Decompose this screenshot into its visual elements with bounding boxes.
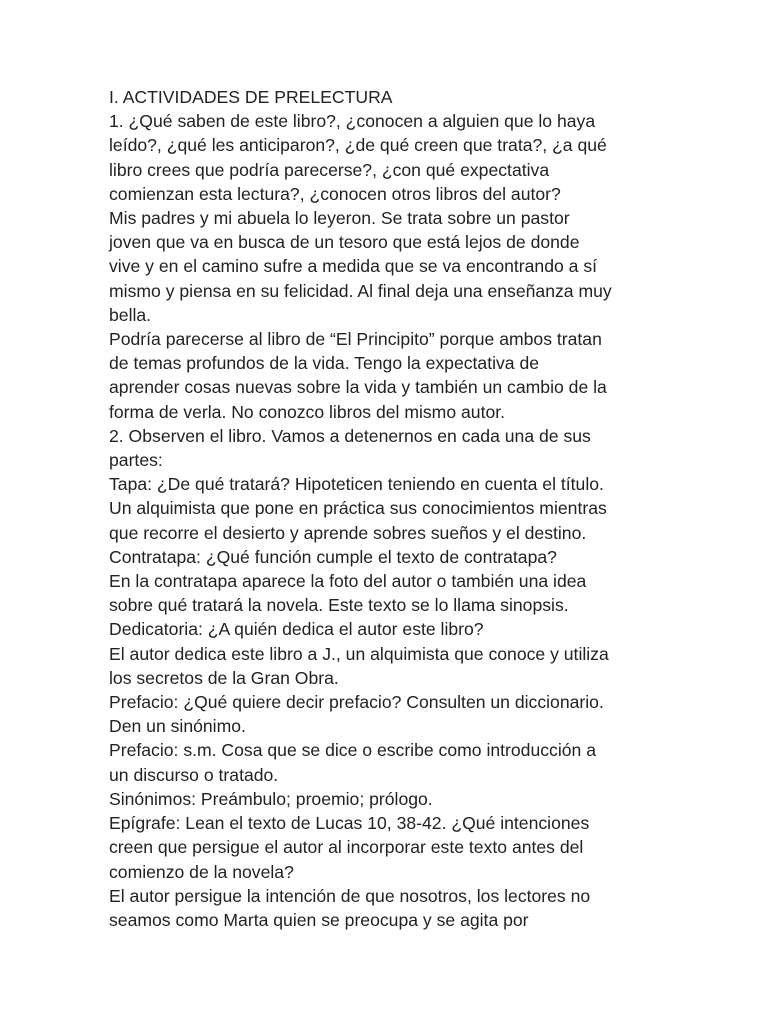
- text-line: de temas profundos de la vida. Tengo la expectativa de: [109, 353, 540, 374]
- section-heading: I. ACTIVIDADES DE PRELECTURA: [109, 87, 393, 107]
- text-line: vive y en el camino sufre a medida que se va encontrando a sí: [109, 256, 598, 277]
- text-line: 1. ¿Qué saben de este libro?, ¿conocen a alguien que lo haya: [109, 111, 596, 132]
- text-line: joven que va en busca de un tesoro que está lejos de donde: [109, 232, 580, 253]
- text-line: Podría parecerse al libro de “El Principito” porque ambos tratan: [109, 329, 602, 350]
- text-line: Sinónimos: Preámbulo; proemio; prólogo.: [109, 788, 433, 809]
- text-line: leído?, ¿qué les anticiparon?, ¿de qué creen que trata?, ¿a qué: [109, 135, 607, 156]
- text-line: comienzo de la novela?: [109, 861, 294, 882]
- text-line: partes:: [109, 450, 163, 471]
- text-line: libro crees que podría parecerse?, ¿con qué expectativa: [109, 159, 550, 180]
- text-line: Dedicatoria: ¿A quién dedica el autor este libro?: [109, 619, 484, 640]
- text-line: que recorre el desierto y aprende sobres sueños y el destino.: [109, 522, 587, 543]
- text-line: Den un sinónimo.: [109, 716, 246, 737]
- text-line: El autor dedica este libro a J., un alquimista que conoce y utiliza: [109, 643, 609, 664]
- text-line: un discurso o tratado.: [109, 764, 279, 785]
- text-line: Contratapa: ¿Qué función cumple el texto de contratapa?: [109, 546, 557, 567]
- text-line: Tapa: ¿De qué tratará? Hipoteticen teniendo en cuenta el título.: [109, 474, 604, 495]
- text-line: Prefacio: s.m. Cosa que se dice o escribe como introducción a: [109, 740, 596, 761]
- text-line: En la contratapa aparece la foto del autor o también una idea: [109, 571, 587, 592]
- text-line: El autor persigue la intención de que nosotros, los lectores no: [109, 885, 591, 906]
- text-line: 2. Observen el libro. Vamos a detenernos en cada una de sus: [109, 425, 591, 446]
- text-line: comienzan esta lectura?, ¿conocen otros libros del autor?: [109, 183, 561, 204]
- text-line: bella.: [109, 304, 152, 325]
- text-line: aprender cosas nuevas sobre la vida y también un cambio de la: [109, 377, 607, 398]
- text-line: creen que persigue el autor al incorporar este texto antes del: [109, 837, 584, 858]
- text-line: forma de verla. No conozco libros del mismo autor.: [109, 401, 506, 422]
- text-line: mismo y piensa en su felicidad. Al final deja una enseñanza muy: [109, 280, 612, 301]
- text-line: sobre qué tratará la novela. Este texto se lo llama sinopsis.: [109, 595, 569, 616]
- text-line: Epígrafe: Lean el texto de Lucas 10, 38-42. ¿Qué intenciones: [109, 813, 590, 834]
- text-line: seamos como Marta quien se preocupa y se agita por: [109, 909, 529, 930]
- document-body: [109, 85, 669, 932]
- text-line: los secretos de la Gran Obra.: [109, 667, 339, 688]
- text-line: Un alquimista que pone en práctica sus conocimientos mientras: [109, 498, 607, 519]
- text-line: Mis padres y mi abuela lo leyeron. Se trata sobre un pastor: [109, 208, 570, 229]
- text-line: Prefacio: ¿Qué quiere decir prefacio? Consulten un diccionario.: [109, 692, 604, 713]
